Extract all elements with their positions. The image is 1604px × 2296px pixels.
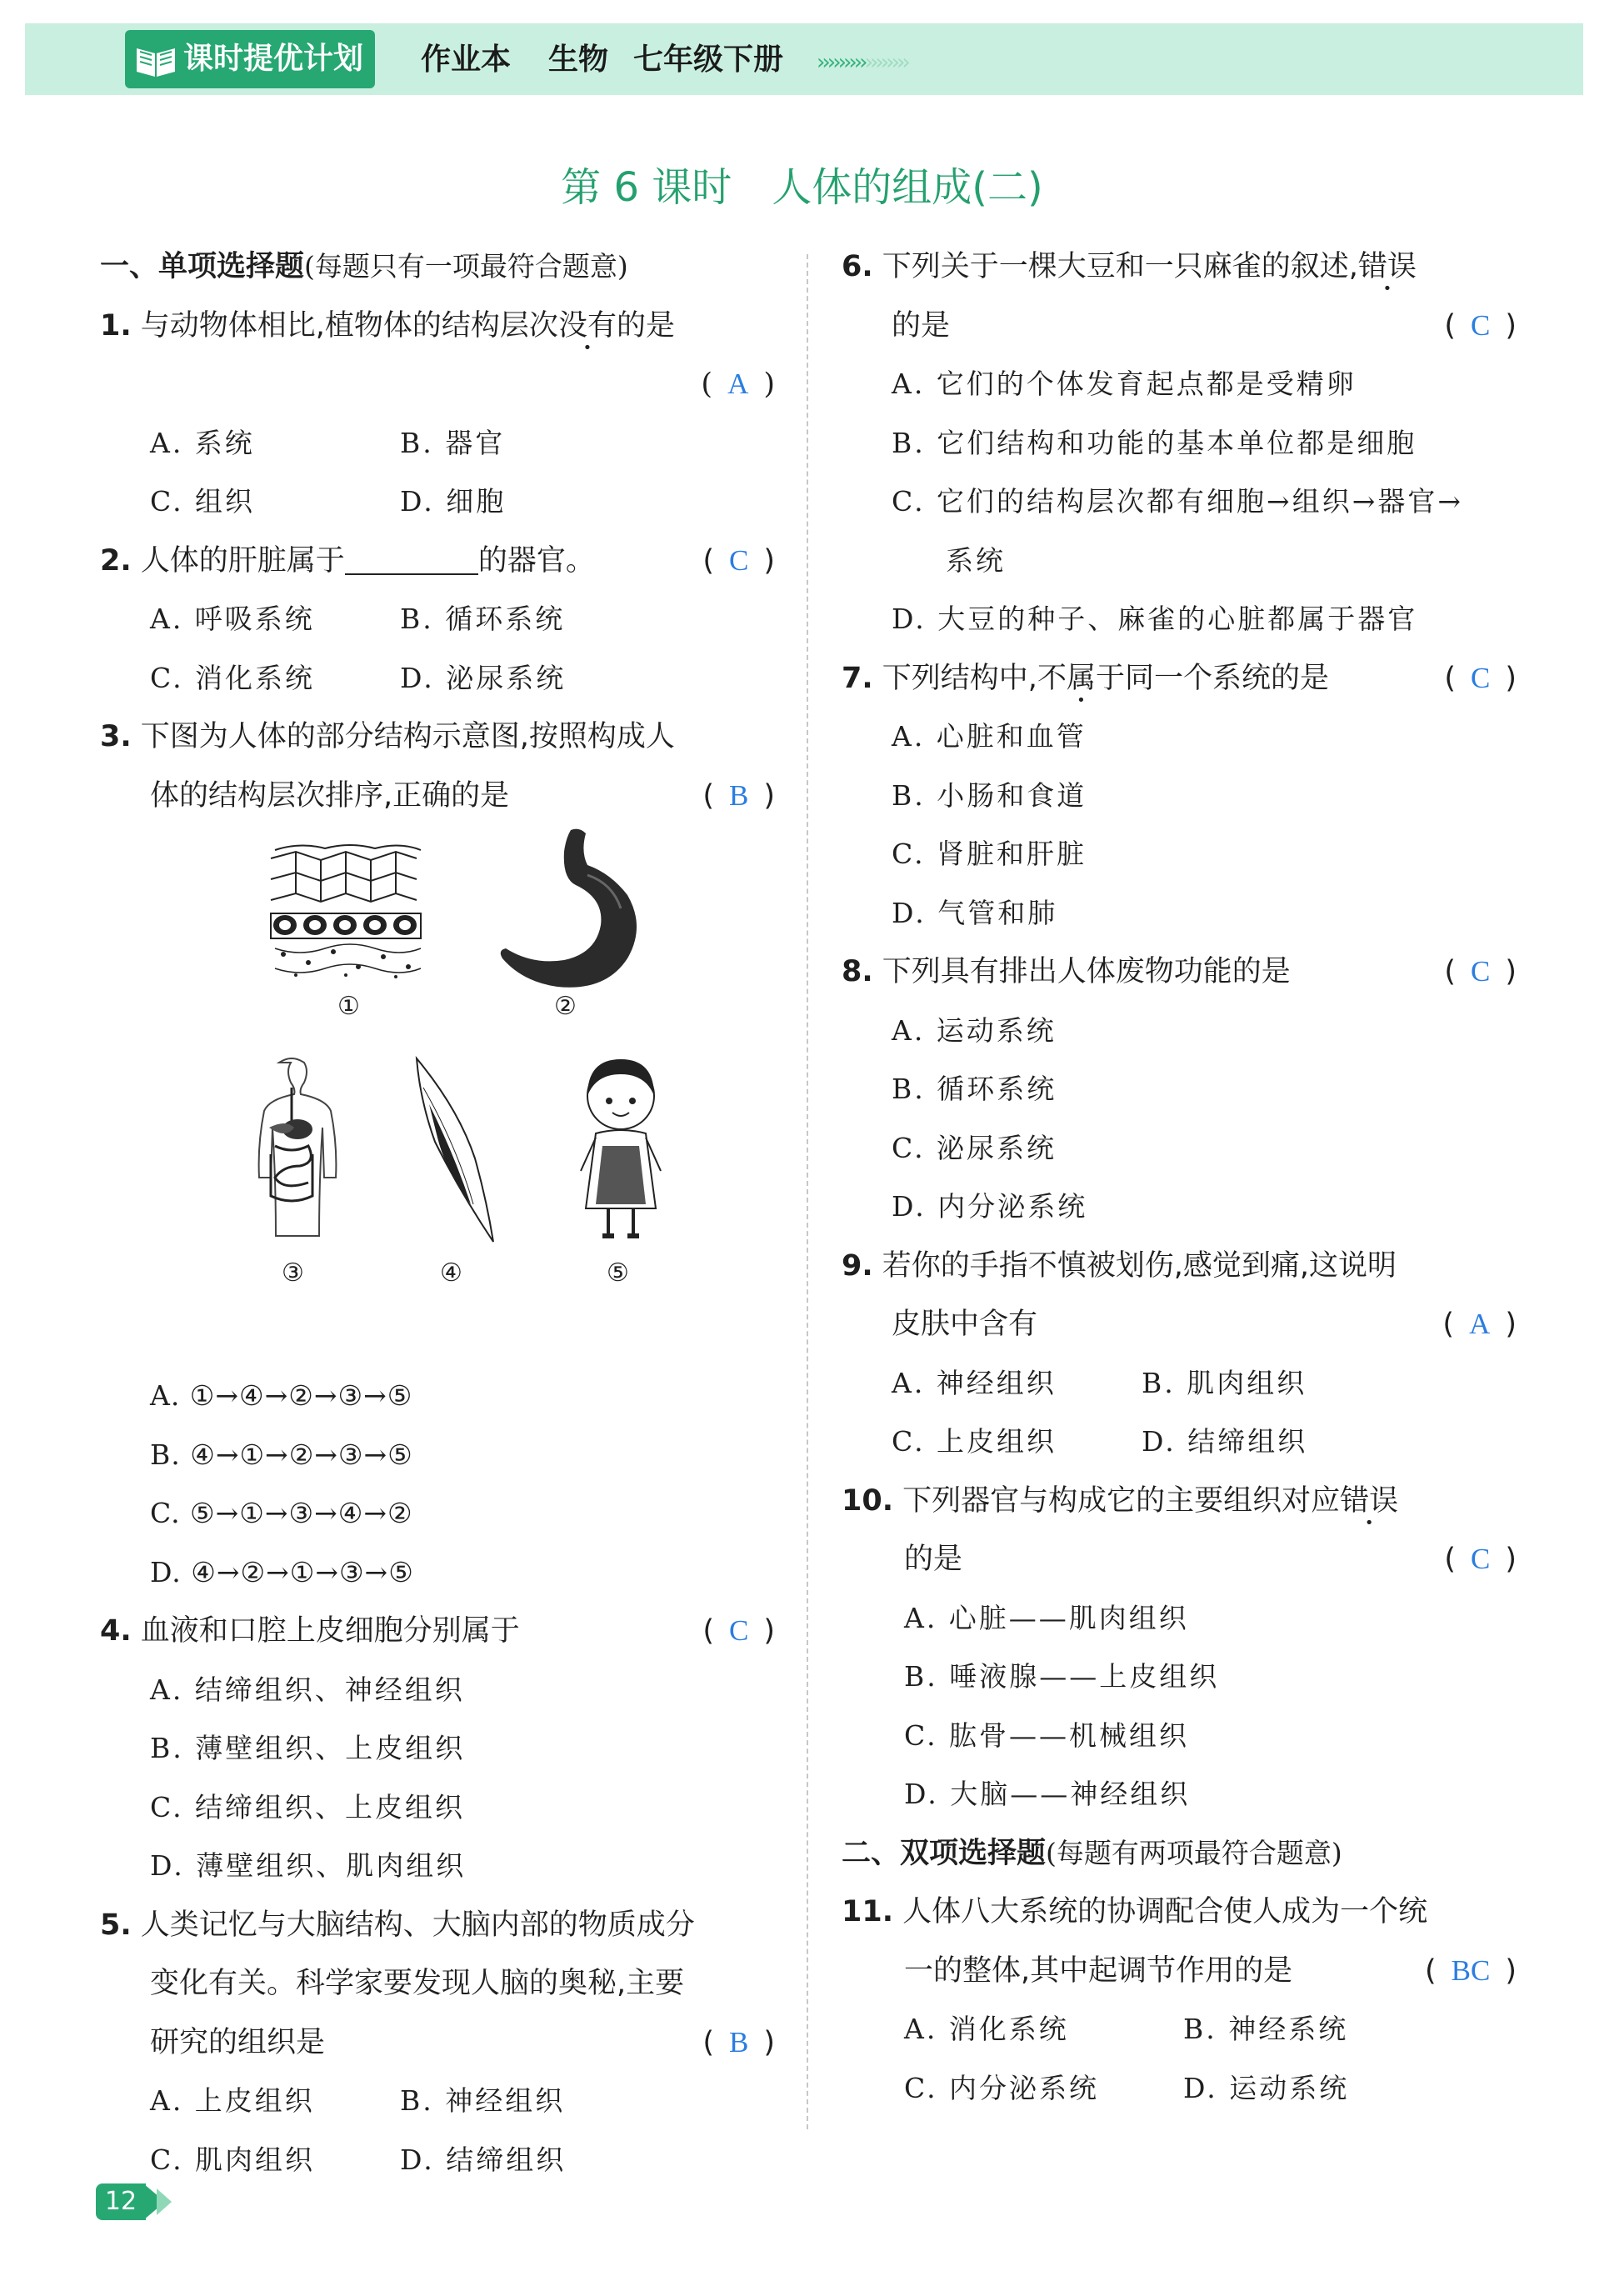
question-8: 8. 下列具有排出人体废物功能的是 ( C ) bbox=[842, 943, 1525, 1002]
question-7: 7. 下列结构中,不属于同一个系统的是 ( C ) bbox=[842, 649, 1525, 708]
answer-bracket: ( B ) bbox=[702, 778, 775, 813]
options-row: C. 上皮组织 D. 结缔组织 bbox=[892, 1425, 1308, 1458]
answer-bracket: ( C ) bbox=[1444, 1543, 1517, 1576]
option-c-cont: 系统 bbox=[946, 543, 1006, 577]
figure-label-2: ② bbox=[554, 992, 577, 1021]
option-c: C. 肱骨——机械组织 bbox=[904, 1718, 1190, 1752]
answer-bracket: ( A ) bbox=[701, 368, 775, 401]
option-d: D. 气管和肺 bbox=[892, 896, 1058, 929]
option-a: A. 心脏和血管 bbox=[892, 720, 1087, 753]
question-11: 11. 人体八大系统的协调配合使人成为一个统 bbox=[842, 1895, 1428, 1928]
question-3: 3. 下图为人体的部分结构示意图,按照构成人 bbox=[100, 720, 675, 753]
question-5-cont: 变化有关。科学家要发现人脑的奥秘,主要 bbox=[150, 1967, 685, 2000]
muscle-image bbox=[408, 1054, 500, 1246]
section-2-heading: 二、双项选择题(每题有两项最符合题意) bbox=[842, 1836, 1342, 1870]
option-b: B. 唾液腺——上皮组织 bbox=[904, 1660, 1220, 1693]
question-10: 10. 下列器官与构成它的主要组织对应错误 bbox=[842, 1483, 1399, 1518]
emphasis-text: 错误 bbox=[1340, 1483, 1399, 1518]
options-row: A. 消化系统 B. 神经系统 bbox=[904, 2013, 1349, 2045]
fill-blank bbox=[345, 543, 478, 575]
page-arrow-icon bbox=[157, 2188, 172, 2215]
option-c: C. 泌尿系统 bbox=[892, 1131, 1057, 1164]
answer-bracket: ( C ) bbox=[702, 543, 775, 578]
question-9-cont: 皮肤中含有 ( A ) bbox=[842, 1295, 1525, 1354]
emphasis-text: 错误 bbox=[1357, 250, 1417, 283]
options-row: C. 组织 D. 细胞 bbox=[150, 485, 507, 518]
option-a: A. 结缔组织、神经组织 bbox=[150, 1673, 465, 1706]
option-d: D. 薄壁组织、肌肉组织 bbox=[150, 1849, 467, 1882]
answer-line bbox=[100, 355, 783, 414]
option-c: C. 结缔组织、上皮组织 bbox=[150, 1790, 466, 1823]
question-5-cont: 研究的组织是 ( B ) bbox=[100, 2013, 783, 2073]
option-a: A. 它们的个体发育起点都是受精卵 bbox=[892, 368, 1357, 400]
grade: 七年级下册 bbox=[633, 43, 784, 77]
book-type: 作业本 bbox=[421, 43, 512, 77]
options-row: C. 肌肉组织 D. 结缔组织 bbox=[150, 2143, 567, 2176]
question-3-cont: 体的结构层次排序,正确的是 ( B ) bbox=[100, 767, 783, 826]
digestive-system-image bbox=[229, 1054, 354, 1246]
brand-label: 课时提优计划 bbox=[183, 42, 364, 76]
options-row: A. 上皮组织 B. 神经组织 bbox=[150, 2084, 566, 2117]
answer-bracket: ( C ) bbox=[1444, 955, 1517, 988]
figure-label-1: ① bbox=[337, 992, 360, 1021]
answer-bracket: ( C ) bbox=[1444, 308, 1517, 343]
column-divider bbox=[807, 254, 808, 2129]
subject: 生物 bbox=[548, 43, 609, 77]
question-9: 9. 若你的手指不慎被划伤,感觉到痛,这说明 bbox=[842, 1248, 1397, 1283]
question-10-cont: 的是 ( C ) bbox=[842, 1530, 1525, 1589]
open-book-icon bbox=[133, 37, 178, 82]
option-d: D. ④→②→①→③→⑤ bbox=[150, 1555, 414, 1588]
option-a: A. 心脏——肌肉组织 bbox=[904, 1601, 1189, 1634]
options-row: A. 神经组织 B. 肌肉组织 bbox=[892, 1366, 1307, 1399]
figure-label-3: ③ bbox=[282, 1258, 304, 1288]
option-b: B. ④→①→②→③→⑤ bbox=[150, 1438, 413, 1471]
options-row: C. 消化系统 D. 泌尿系统 bbox=[150, 661, 567, 694]
answer-bracket: ( BC ) bbox=[1424, 1953, 1517, 1988]
lesson-title: 第 6 课时 人体的组成(二) bbox=[561, 164, 1043, 211]
structure-figures bbox=[100, 825, 783, 1367]
option-b: B. 小肠和食道 bbox=[892, 778, 1087, 812]
question-6: 6. 下列关于一棵大豆和一只麻雀的叙述,错误 bbox=[842, 250, 1417, 283]
answer-bracket: ( B ) bbox=[702, 2025, 775, 2059]
question-5: 5. 人类记忆与大脑结构、大脑内部的物质成分 bbox=[100, 1908, 695, 1942]
figure-label-5: ⑤ bbox=[607, 1258, 629, 1288]
question-4: 4. 血液和口腔上皮细胞分别属于 ( C ) bbox=[100, 1602, 783, 1661]
stomach-image bbox=[487, 825, 654, 992]
option-d: D. 大豆的种子、麻雀的心脏都属于器官 bbox=[892, 603, 1418, 635]
emphasis-text: 不属于 bbox=[1037, 661, 1125, 695]
question-2: 2. 人体的肝脏属于 的器官。 ( C ) bbox=[100, 532, 783, 591]
brand-badge bbox=[125, 30, 375, 88]
left-column bbox=[100, 238, 783, 2189]
figure-label-4: ④ bbox=[440, 1258, 462, 1288]
girl-image bbox=[562, 1054, 679, 1246]
options-row: A. 系统 B. 器官 bbox=[150, 426, 506, 459]
answer-bracket: ( A ) bbox=[1442, 1308, 1517, 1341]
options-row: A. 呼吸系统 B. 循环系统 bbox=[150, 603, 566, 635]
option-c: C. 它们的结构层次都有细胞→组织→器官→ bbox=[892, 485, 1464, 518]
option-b: B. 循环系统 bbox=[892, 1073, 1057, 1105]
answer-bracket: ( C ) bbox=[1444, 661, 1517, 695]
options-row: C. 内分泌系统 D. 运动系统 bbox=[904, 2071, 1350, 2104]
answer-bracket: ( C ) bbox=[702, 1614, 775, 1648]
question-11-cont: 一的整体,其中起调节作用的是 ( BC ) bbox=[842, 1942, 1525, 2001]
section-1-heading: 一、单项选择题(每题只有一项最符合题意) bbox=[100, 250, 628, 283]
option-a: A. 运动系统 bbox=[892, 1013, 1057, 1047]
epithelial-tissue-image bbox=[267, 842, 425, 983]
option-d: D. 内分泌系统 bbox=[892, 1190, 1088, 1223]
chevron-decoration-icon: ››››››››››››››››› bbox=[817, 50, 907, 75]
question-6-cont: 的是 ( C ) bbox=[842, 297, 1525, 356]
option-c: C. 肾脏和肝脏 bbox=[892, 838, 1087, 870]
question-1: 1. 与动物体相比,植物体的结构层次没有的是 bbox=[100, 308, 675, 343]
option-b: B. 它们结构和功能的基本单位都是细胞 bbox=[892, 426, 1417, 459]
option-a: A. ①→④→②→③→⑤ bbox=[150, 1379, 413, 1412]
option-d: D. 大脑——神经组织 bbox=[904, 1778, 1191, 1810]
page-number: 12 bbox=[96, 2183, 146, 2220]
right-column bbox=[842, 238, 1525, 2118]
option-c: C. ⑤→①→③→④→② bbox=[150, 1497, 413, 1529]
emphasis-text: 没有 bbox=[557, 308, 617, 343]
option-b: B. 薄壁组织、上皮组织 bbox=[150, 1732, 466, 1764]
